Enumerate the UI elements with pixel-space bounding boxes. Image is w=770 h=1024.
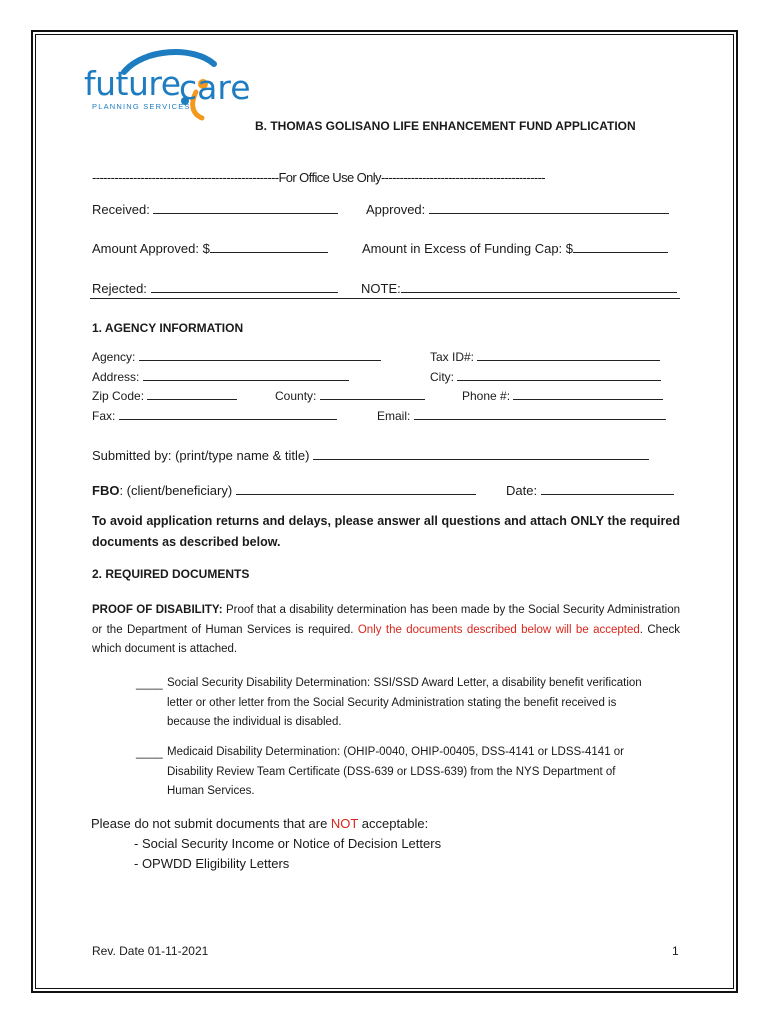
proof-tail: . Check which document is attached. <box>92 623 680 655</box>
phone-label: Phone #: <box>462 389 511 403</box>
not-acceptable-line <box>91 816 428 831</box>
zip-line[interactable] <box>147 387 237 400</box>
approved-label: Approved: <box>366 202 426 217</box>
rejected-field[interactable] <box>92 280 338 296</box>
received-line[interactable] <box>153 201 338 214</box>
not-acceptable-item: - Social Security Income or Notice of Decision Letters <box>134 836 442 851</box>
zip-label: Zip Code: <box>92 389 145 403</box>
fbo-label-bold: FBO <box>92 483 120 498</box>
agency-label: Agency: <box>92 350 136 364</box>
proof-text: Proof that a disability determination has been made by the Social Security Administration or the Department of Human Services is required. <box>92 604 680 636</box>
county-field[interactable] <box>275 387 425 403</box>
county-label: County: <box>275 389 317 403</box>
fbo-label-rest: : (client/beneficiary) <box>119 483 233 498</box>
rejected-line[interactable] <box>151 280 338 293</box>
approved-line[interactable] <box>429 201 669 214</box>
fax-field[interactable] <box>92 407 337 423</box>
logo-word-future: future <box>84 64 181 103</box>
rejected-label: Rejected: <box>92 281 147 296</box>
not-acceptable-suffix: acceptable: <box>358 816 429 831</box>
fbo-line[interactable] <box>236 482 476 495</box>
phone-field[interactable] <box>462 387 663 403</box>
office-use-header: --------------------------------------------------For Office Use Only-------------------------------------------- <box>92 170 546 185</box>
address-field[interactable] <box>92 368 349 384</box>
amount-excess-field[interactable] <box>362 240 668 256</box>
agency-heading: 1. AGENCY INFORMATION <box>92 321 244 335</box>
city-field[interactable] <box>430 368 661 384</box>
option-ssd-checkbox[interactable]: ____ <box>136 676 163 690</box>
approved-field[interactable] <box>366 201 669 217</box>
proof-label: PROOF OF DISABILITY: <box>92 604 223 616</box>
not-acceptable-item: - OPWDD Eligibility Letters <box>134 856 290 871</box>
address-label: Address: <box>92 370 140 384</box>
received-field[interactable] <box>92 201 338 217</box>
address-line[interactable] <box>143 368 349 381</box>
note-label: NOTE: <box>361 281 401 296</box>
submitted-by-label: Submitted by: (print/type name & title) <box>92 448 310 463</box>
date-field[interactable] <box>506 482 674 498</box>
zip-field[interactable] <box>92 387 237 403</box>
office-divider <box>90 298 680 299</box>
amount-excess-label: Amount in Excess of Funding Cap: $ <box>362 241 574 256</box>
tax-id-field[interactable] <box>430 348 660 364</box>
date-label: Date: <box>506 483 538 498</box>
amount-approved-field[interactable] <box>92 240 328 256</box>
email-line[interactable] <box>414 407 666 420</box>
page-number: 1 <box>672 944 679 958</box>
email-label: Email: <box>377 409 411 423</box>
form-title: B. THOMAS GOLISANO LIFE ENHANCEMENT FUND APPLICATION <box>255 119 636 133</box>
amount-approved-label: Amount Approved: $ <box>92 241 210 256</box>
proof-of-disability-paragraph <box>92 601 680 660</box>
not-acceptable-prefix: Please do not submit documents that are <box>91 816 331 831</box>
logo <box>84 44 259 122</box>
submitted-by-field[interactable] <box>92 447 649 463</box>
option-medicaid-checkbox[interactable]: ____ <box>136 745 163 759</box>
fbo-field[interactable] <box>92 482 476 498</box>
logo-tagline: PLANNING SERVICES <box>92 102 191 111</box>
note-field[interactable] <box>361 280 677 296</box>
county-line[interactable] <box>320 387 425 400</box>
option-medicaid-text: Medicaid Disability Determination: (OHIP-0040, OHIP-00405, DSS-4141 or LDSS-4141 or Disability Review Team Certificate (DSS-639 or LDSS-639) from the NYS Department of Human Services. <box>167 746 625 797</box>
not-word: NOT <box>330 816 359 831</box>
proof-red-text: Only the documents described below will be accepted <box>357 623 640 636</box>
city-line[interactable] <box>457 368 661 381</box>
amount-approved-line[interactable] <box>210 240 328 253</box>
email-field[interactable] <box>377 407 666 423</box>
received-label: Received: <box>92 202 150 217</box>
submitted-by-line[interactable] <box>313 447 649 460</box>
required-documents-heading: 2. REQUIRED DOCUMENTS <box>92 567 250 581</box>
fax-line[interactable] <box>119 407 337 420</box>
agency-line[interactable] <box>139 348 381 361</box>
option-ssd-text: Social Security Disability Determination: SSI/SSD Award Letter, a disability benefit verification letter or other letter from the Social Security Administration stating the benefit received is because the individual is disabled. <box>167 677 642 728</box>
city-label: City: <box>430 370 454 384</box>
phone-line[interactable] <box>513 387 663 400</box>
agency-field[interactable] <box>92 348 381 364</box>
revision-date: Rev. Date 01-11-2021 <box>92 944 209 958</box>
fax-label: Fax: <box>92 409 116 423</box>
tax-id-label: Tax ID#: <box>430 350 475 364</box>
note-line[interactable] <box>401 280 677 293</box>
instructions-text: To avoid application returns and delays, please answer all questions and attach ONLY the required documents as described below. <box>92 514 680 549</box>
amount-excess-line[interactable] <box>573 240 668 253</box>
tax-id-line[interactable] <box>477 348 660 361</box>
date-line[interactable] <box>541 482 674 495</box>
logo-word-care: care <box>179 68 251 107</box>
